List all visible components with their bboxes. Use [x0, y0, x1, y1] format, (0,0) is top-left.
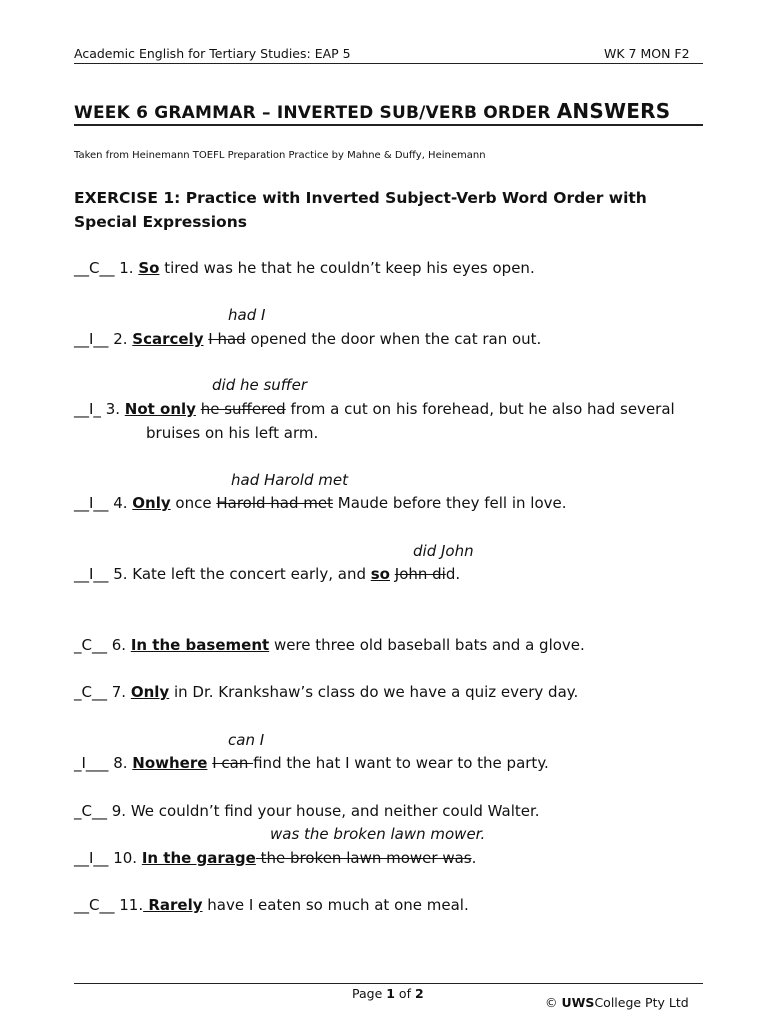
item-2-correction: had I — [228, 306, 266, 324]
item-mark: __I__ 5. Kate left the concert early, and — [74, 565, 371, 583]
item-struck-text: John di — [394, 565, 446, 583]
item-text: were three old baseball bats and a glove. — [269, 636, 585, 654]
item-keyword: Only — [130, 683, 170, 701]
item-text: have I eaten so much at one meal. — [202, 896, 469, 914]
item-mark: _C__ 7. — [74, 683, 131, 701]
item-text: . — [471, 849, 477, 867]
item-5 — [74, 564, 460, 584]
item-keyword: Not only — [124, 400, 196, 418]
item-7 — [74, 682, 578, 702]
item-text: tired was he that he couldn’t keep his eyes open. — [159, 259, 535, 277]
page-title — [74, 99, 670, 123]
item-3-correction: did he suffer — [212, 376, 308, 394]
item-mark: __I__ 2. — [74, 330, 133, 348]
copyright-symbol: © — [545, 995, 562, 1010]
item-keyword: In the garage — [141, 849, 256, 867]
source-note: Taken from Heinemann TOEFL Preparation Practice by Mahne & Duffy, Heinemann — [74, 150, 486, 161]
item-text: in Dr. Krankshaw’s class do we have a quiz every day. — [169, 683, 579, 701]
item-text: Maude before they fell in love. — [333, 494, 567, 512]
item-8 — [74, 753, 549, 773]
item-keyword: so — [370, 565, 390, 583]
page-total: 2 — [414, 986, 424, 1001]
header-week-code: WK 7 MON F2 — [604, 46, 690, 61]
item-struck-text: I can — [212, 754, 254, 772]
item-10-correction: was the broken lawn mower. — [270, 825, 486, 843]
footer-rule — [74, 983, 703, 984]
exercise-title — [74, 186, 647, 234]
item-struck-text: I had — [208, 330, 246, 348]
exercise-title-line1: EXERCISE 1: Practice with Inverted Subject-Verb Word Order with — [74, 189, 647, 207]
item-10 — [74, 848, 476, 868]
item-mark: __I__ 4. — [74, 494, 133, 512]
page-number — [352, 986, 424, 1001]
item-text: once — [170, 494, 217, 512]
item-keyword: Nowhere — [132, 754, 208, 772]
item-keyword: In the basement — [130, 636, 270, 654]
page-label: Page — [352, 986, 387, 1001]
item-mark: _I___ 8. — [74, 754, 133, 772]
item-mark: _C__ 6. — [74, 636, 131, 654]
title-main: WEEK 6 GRAMMAR – INVERTED SUB/VERB ORDER — [74, 103, 557, 123]
item-struck-text: the broken lawn mower was — [255, 849, 472, 867]
page-current: 1 — [386, 986, 395, 1001]
item-2 — [74, 329, 541, 349]
item-4 — [74, 493, 567, 513]
page-of: of — [394, 986, 415, 1001]
header-course-title: Academic English for Tertiary Studies: EAP 5 — [74, 46, 351, 61]
item-mark: __C__ 1. — [74, 259, 139, 277]
item-11 — [74, 895, 469, 915]
item-struck-text: he suffered — [200, 400, 286, 418]
title-rule — [74, 124, 703, 126]
item-mark: __I__ 10. — [74, 849, 142, 867]
item-keyword: Rarely — [143, 896, 203, 914]
item-mark: __C__ 11. — [74, 896, 144, 914]
item-keyword: Scarcely — [132, 330, 204, 348]
item-mark: __I_ 3. — [74, 400, 125, 418]
item-text: find the hat I want to wear to the party. — [253, 754, 549, 772]
header-rule — [74, 63, 703, 64]
item-8-correction: can I — [228, 731, 265, 749]
item-text: opened the door when the cat ran out. — [245, 330, 542, 348]
item-9 — [74, 801, 540, 821]
item-text: _C__ 9. We couldn’t find your house, and neither could Walter. — [74, 802, 540, 820]
item-keyword: Only — [132, 494, 171, 512]
brand-rest: College Pty Ltd — [594, 995, 689, 1010]
item-6 — [74, 635, 585, 655]
item-3 — [74, 399, 675, 419]
brand-name: UWS — [561, 995, 595, 1010]
item-5-correction: did John — [413, 542, 474, 560]
item-3-continuation: bruises on his left arm. — [146, 424, 319, 442]
item-keyword: So — [138, 259, 160, 277]
item-struck-text: Harold had met — [216, 494, 333, 512]
title-answers: ANSWERS — [556, 99, 671, 123]
copyright — [545, 995, 689, 1010]
exercise-title-line2: Special Expressions — [74, 213, 247, 231]
item-text: from a cut on his forehead, but he also had several — [285, 400, 675, 418]
item-text: d. — [445, 565, 461, 583]
item-4-correction: had Harold met — [231, 471, 348, 489]
item-1 — [74, 258, 535, 278]
